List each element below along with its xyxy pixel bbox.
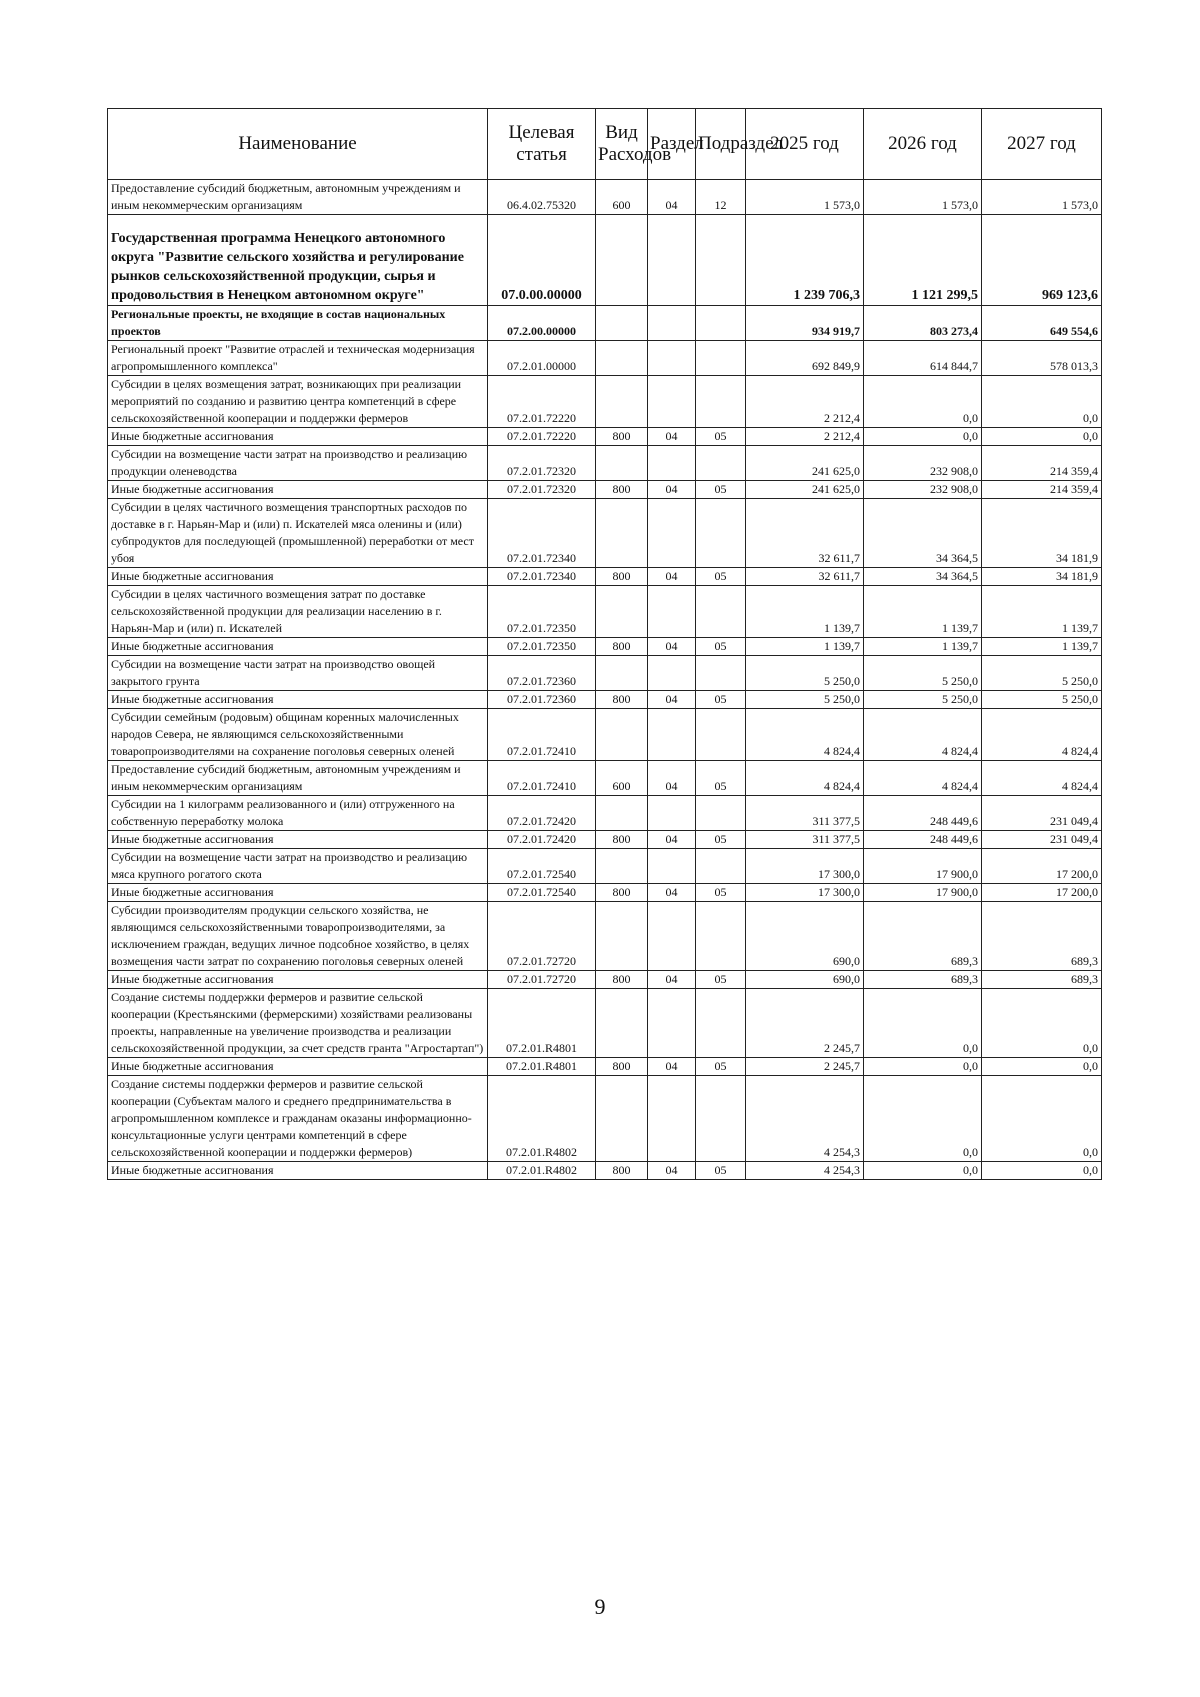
cell-name: Субсидии в целях возмещения затрат, возникающих при реализации мероприятий по созданию и развитию центра компетенций в сфере сельскохозяйственной кооперации и поддержки фермеров [108, 376, 488, 428]
cell-y2026: 689,3 [864, 971, 982, 989]
cell-target: 07.2.01.72220 [488, 376, 596, 428]
cell-y2027: 0,0 [982, 1076, 1102, 1162]
cell-target: 07.2.01.72420 [488, 796, 596, 831]
table-body [108, 180, 1102, 1180]
cell-type: 800 [596, 884, 648, 902]
cell-y2027: 1 139,7 [982, 638, 1102, 656]
cell-section [648, 796, 696, 831]
header-name: Наименование [108, 109, 488, 180]
cell-y2025: 2 212,4 [746, 376, 864, 428]
cell-y2026: 0,0 [864, 376, 982, 428]
cell-type: 800 [596, 481, 648, 499]
cell-subsection [696, 586, 746, 638]
cell-y2027: 1 573,0 [982, 180, 1102, 215]
cell-name: Субсидии на 1 килограмм реализованного и (или) отгруженного на собственную переработку молока [108, 796, 488, 831]
cell-y2027: 0,0 [982, 1162, 1102, 1180]
cell-y2025: 1 239 706,3 [746, 215, 864, 306]
cell-target: 07.2.01.72340 [488, 568, 596, 586]
cell-section: 04 [648, 971, 696, 989]
cell-y2026: 1 139,7 [864, 586, 982, 638]
cell-section [648, 376, 696, 428]
cell-name: Иные бюджетные ассигнования [108, 638, 488, 656]
cell-y2026: 803 273,4 [864, 306, 982, 341]
table-row [108, 1058, 1102, 1076]
cell-y2026: 1 139,7 [864, 638, 982, 656]
table-row [108, 849, 1102, 884]
cell-type: 800 [596, 428, 648, 446]
cell-section: 04 [648, 1162, 696, 1180]
cell-target: 07.2.01.72410 [488, 709, 596, 761]
cell-y2027: 4 824,4 [982, 709, 1102, 761]
cell-y2027: 0,0 [982, 428, 1102, 446]
cell-target: 07.2.01.72320 [488, 481, 596, 499]
cell-subsection: 05 [696, 428, 746, 446]
cell-y2027: 214 359,4 [982, 446, 1102, 481]
cell-y2027: 5 250,0 [982, 691, 1102, 709]
cell-type: 800 [596, 691, 648, 709]
page-number: 9 [594, 1594, 606, 1619]
cell-type [596, 796, 648, 831]
cell-y2027: 689,3 [982, 902, 1102, 971]
cell-y2025: 1 139,7 [746, 586, 864, 638]
cell-y2025: 311 377,5 [746, 796, 864, 831]
cell-target: 07.2.01.72360 [488, 691, 596, 709]
budget-table [107, 108, 1102, 1180]
cell-name: Иные бюджетные ассигнования [108, 428, 488, 446]
cell-target: 07.2.01.R4802 [488, 1076, 596, 1162]
table-row [108, 341, 1102, 376]
cell-name: Государственная программа Ненецкого автономного округа "Развитие сельского хозяйства и регулирование рынков сельскохозяйственной продукции, сырья и продовольствия в Ненецком автономном округе" [108, 215, 488, 306]
cell-y2026: 0,0 [864, 1162, 982, 1180]
cell-y2025: 934 919,7 [746, 306, 864, 341]
cell-y2027: 231 049,4 [982, 831, 1102, 849]
cell-section: 04 [648, 831, 696, 849]
table-row [108, 1162, 1102, 1180]
cell-y2027: 578 013,3 [982, 341, 1102, 376]
cell-target: 07.2.01.72410 [488, 761, 596, 796]
cell-y2026: 248 449,6 [864, 831, 982, 849]
cell-section [648, 215, 696, 306]
cell-y2026: 5 250,0 [864, 691, 982, 709]
cell-y2026: 0,0 [864, 1076, 982, 1162]
table-header-row [108, 109, 1102, 180]
cell-y2027: 34 181,9 [982, 499, 1102, 568]
cell-target: 07.2.01.72220 [488, 428, 596, 446]
cell-y2026: 0,0 [864, 428, 982, 446]
cell-y2025: 241 625,0 [746, 446, 864, 481]
cell-y2025: 1 139,7 [746, 638, 864, 656]
cell-y2025: 311 377,5 [746, 831, 864, 849]
cell-subsection [696, 849, 746, 884]
table-row [108, 446, 1102, 481]
cell-type [596, 902, 648, 971]
header-2026: 2026 год [864, 109, 982, 180]
cell-subsection: 05 [696, 481, 746, 499]
cell-section [648, 709, 696, 761]
cell-subsection: 05 [696, 638, 746, 656]
cell-subsection [696, 376, 746, 428]
cell-y2027: 0,0 [982, 376, 1102, 428]
cell-subsection: 05 [696, 568, 746, 586]
cell-y2025: 4 824,4 [746, 761, 864, 796]
cell-y2026: 1 121 299,5 [864, 215, 982, 306]
cell-name: Субсидии в целях частичного возмещения затрат по доставке сельскохозяйственной продукции для реализации населению в г. Нарьян-Мар и (или) п. Искателей [108, 586, 488, 638]
table-row [108, 568, 1102, 586]
cell-section: 04 [648, 568, 696, 586]
header-target: Целевая статья [488, 109, 596, 180]
cell-target: 07.2.01.72720 [488, 902, 596, 971]
header-2025: 2025 год [746, 109, 864, 180]
cell-section [648, 586, 696, 638]
cell-target: 07.2.01.72350 [488, 586, 596, 638]
cell-name: Предоставление субсидий бюджетным, автономным учреждениям и иным некоммерческим организациям [108, 180, 488, 215]
cell-type [596, 215, 648, 306]
cell-target: 07.2.01.72540 [488, 849, 596, 884]
cell-y2026: 17 900,0 [864, 884, 982, 902]
cell-name: Иные бюджетные ассигнования [108, 884, 488, 902]
table-row [108, 971, 1102, 989]
cell-name: Иные бюджетные ассигнования [108, 971, 488, 989]
cell-type [596, 586, 648, 638]
cell-section: 04 [648, 180, 696, 215]
cell-y2025: 241 625,0 [746, 481, 864, 499]
cell-subsection: 05 [696, 761, 746, 796]
cell-section: 04 [648, 761, 696, 796]
cell-y2026: 4 824,4 [864, 761, 982, 796]
table-row [108, 306, 1102, 341]
cell-section [648, 656, 696, 691]
cell-type [596, 341, 648, 376]
cell-section: 04 [648, 1058, 696, 1076]
cell-y2025: 32 611,7 [746, 499, 864, 568]
cell-type: 800 [596, 568, 648, 586]
header-subsection: Подраздел [696, 109, 746, 180]
table-row [108, 428, 1102, 446]
cell-section [648, 341, 696, 376]
header-section: Раздел [648, 109, 696, 180]
cell-type [596, 849, 648, 884]
cell-name: Иные бюджетные ассигнования [108, 568, 488, 586]
cell-target: 07.2.01.72320 [488, 446, 596, 481]
cell-section: 04 [648, 428, 696, 446]
cell-name: Создание системы поддержки фермеров и развитие сельской кооперации (Субъектам малого и среднего предпринимательства в агропромышленном комплексе и гражданам оказаны информационно-консультационные услуги центрами компетенций в сфере сельскохозяйственной кооперации и поддержки фермеров) [108, 1076, 488, 1162]
cell-target: 07.2.01.72340 [488, 499, 596, 568]
table-row [108, 902, 1102, 971]
cell-y2025: 17 300,0 [746, 884, 864, 902]
cell-name: Региональные проекты, не входящие в состав национальных проектов [108, 306, 488, 341]
cell-type [596, 499, 648, 568]
cell-name: Иные бюджетные ассигнования [108, 1162, 488, 1180]
cell-y2026: 34 364,5 [864, 499, 982, 568]
cell-subsection: 05 [696, 831, 746, 849]
table-row [108, 180, 1102, 215]
cell-y2025: 2 212,4 [746, 428, 864, 446]
cell-section: 04 [648, 481, 696, 499]
cell-target: 07.0.00.00000 [488, 215, 596, 306]
cell-type [596, 446, 648, 481]
cell-y2025: 5 250,0 [746, 691, 864, 709]
cell-name: Иные бюджетные ассигнования [108, 831, 488, 849]
table-row [108, 831, 1102, 849]
cell-section [648, 306, 696, 341]
cell-y2027: 34 181,9 [982, 568, 1102, 586]
cell-name: Субсидии в целях частичного возмещения транспортных расходов по доставке в г. Нарьян-Мар и (или) п. Искателей мяса оленины и (или) субпродуктов для последующей (промышленной) переработки от мест убоя [108, 499, 488, 568]
cell-y2025: 690,0 [746, 902, 864, 971]
cell-y2026: 232 908,0 [864, 446, 982, 481]
table-row [108, 481, 1102, 499]
table-row [108, 656, 1102, 691]
cell-target: 07.2.00.00000 [488, 306, 596, 341]
cell-subsection [696, 341, 746, 376]
cell-name: Субсидии семейным (родовым) общинам коренных малочисленных народов Севера, не являющимся сельскохозяйственными товаропроизводителями на сохранение поголовья северных оленей [108, 709, 488, 761]
cell-name: Субсидии производителям продукции сельского хозяйства, не являющимся сельскохозяйственными товаропроизводителями, за исключением граждан, ведущих личное подсобное хозяйство, в целях возмещения части затрат по сохранению поголовья северных оленей [108, 902, 488, 971]
cell-y2026: 232 908,0 [864, 481, 982, 499]
table-row [108, 1076, 1102, 1162]
cell-type: 800 [596, 1058, 648, 1076]
table-row [108, 499, 1102, 568]
table-row [108, 709, 1102, 761]
cell-y2026: 17 900,0 [864, 849, 982, 884]
cell-type [596, 306, 648, 341]
cell-subsection [696, 709, 746, 761]
cell-section: 04 [648, 691, 696, 709]
cell-y2027: 17 200,0 [982, 849, 1102, 884]
cell-name: Иные бюджетные ассигнования [108, 691, 488, 709]
cell-y2025: 1 573,0 [746, 180, 864, 215]
cell-y2027: 4 824,4 [982, 761, 1102, 796]
table-row [108, 215, 1102, 306]
cell-subsection [696, 796, 746, 831]
cell-type: 600 [596, 761, 648, 796]
cell-subsection: 05 [696, 1162, 746, 1180]
header-2027: 2027 год [982, 109, 1102, 180]
cell-type [596, 376, 648, 428]
cell-type: 800 [596, 1162, 648, 1180]
cell-type [596, 709, 648, 761]
cell-target: 07.2.01.72420 [488, 831, 596, 849]
cell-section [648, 446, 696, 481]
cell-name: Предоставление субсидий бюджетным, автономным учреждениям и иным некоммерческим организациям [108, 761, 488, 796]
cell-name: Региональный проект "Развитие отраслей и техническая модернизация агропромышленного комплекса" [108, 341, 488, 376]
cell-y2026: 689,3 [864, 902, 982, 971]
cell-y2025: 2 245,7 [746, 1058, 864, 1076]
cell-y2027: 689,3 [982, 971, 1102, 989]
table-row [108, 638, 1102, 656]
cell-subsection [696, 446, 746, 481]
cell-section [648, 902, 696, 971]
cell-subsection [696, 306, 746, 341]
cell-y2025: 5 250,0 [746, 656, 864, 691]
cell-subsection: 05 [696, 1058, 746, 1076]
cell-section [648, 989, 696, 1058]
cell-y2025: 32 611,7 [746, 568, 864, 586]
cell-section [648, 1076, 696, 1162]
cell-y2025: 4 254,3 [746, 1162, 864, 1180]
cell-name: Субсидии на возмещение части затрат на производство и реализацию мяса крупного рогатого скота [108, 849, 488, 884]
cell-y2027: 969 123,6 [982, 215, 1102, 306]
table-row [108, 989, 1102, 1058]
table-row [108, 761, 1102, 796]
table-row [108, 691, 1102, 709]
cell-y2025: 690,0 [746, 971, 864, 989]
cell-type: 800 [596, 971, 648, 989]
cell-type [596, 989, 648, 1058]
cell-type: 800 [596, 638, 648, 656]
cell-subsection: 05 [696, 691, 746, 709]
cell-y2026: 5 250,0 [864, 656, 982, 691]
table-row [108, 586, 1102, 638]
cell-y2025: 4 254,3 [746, 1076, 864, 1162]
cell-type [596, 656, 648, 691]
cell-section [648, 499, 696, 568]
cell-y2027: 1 139,7 [982, 586, 1102, 638]
table-row [108, 884, 1102, 902]
cell-subsection [696, 215, 746, 306]
cell-name: Субсидии на возмещение части затрат на производство овощей закрытого грунта [108, 656, 488, 691]
cell-type [596, 1076, 648, 1162]
cell-section: 04 [648, 638, 696, 656]
cell-y2025: 4 824,4 [746, 709, 864, 761]
cell-target: 07.2.01.72720 [488, 971, 596, 989]
cell-name: Иные бюджетные ассигнования [108, 1058, 488, 1076]
cell-subsection [696, 902, 746, 971]
cell-y2026: 0,0 [864, 1058, 982, 1076]
cell-y2027: 0,0 [982, 1058, 1102, 1076]
cell-y2027: 5 250,0 [982, 656, 1102, 691]
cell-subsection: 05 [696, 884, 746, 902]
cell-subsection [696, 1076, 746, 1162]
cell-y2026: 0,0 [864, 989, 982, 1058]
cell-y2026: 614 844,7 [864, 341, 982, 376]
table-row [108, 796, 1102, 831]
cell-type: 800 [596, 831, 648, 849]
cell-y2025: 17 300,0 [746, 849, 864, 884]
cell-subsection [696, 989, 746, 1058]
cell-target: 07.2.01.72540 [488, 884, 596, 902]
cell-y2026: 34 364,5 [864, 568, 982, 586]
cell-type: 600 [596, 180, 648, 215]
cell-name: Создание системы поддержки фермеров и развитие сельской кооперации (Крестьянскими (фермерскими) хозяйствами реализованы проекты, направленные на увеличение производства и реализации сельскохозяйственной продукции, за счет средств гранта "Агростартап") [108, 989, 488, 1058]
cell-target: 07.2.01.72360 [488, 656, 596, 691]
cell-y2027: 214 359,4 [982, 481, 1102, 499]
cell-target: 07.2.01.00000 [488, 341, 596, 376]
table-row [108, 376, 1102, 428]
cell-y2026: 1 573,0 [864, 180, 982, 215]
cell-y2026: 248 449,6 [864, 796, 982, 831]
cell-subsection [696, 656, 746, 691]
cell-y2027: 649 554,6 [982, 306, 1102, 341]
cell-section [648, 849, 696, 884]
cell-target: 06.4.02.75320 [488, 180, 596, 215]
cell-y2026: 4 824,4 [864, 709, 982, 761]
cell-y2025: 692 849,9 [746, 341, 864, 376]
cell-subsection [696, 499, 746, 568]
cell-name: Субсидии на возмещение части затрат на производство и реализацию продукции оленеводства [108, 446, 488, 481]
cell-section: 04 [648, 884, 696, 902]
cell-subsection: 12 [696, 180, 746, 215]
cell-y2027: 231 049,4 [982, 796, 1102, 831]
cell-subsection: 05 [696, 971, 746, 989]
cell-target: 07.2.01.R4802 [488, 1162, 596, 1180]
header-type: Вид Расходов [596, 109, 648, 180]
cell-y2027: 0,0 [982, 989, 1102, 1058]
cell-target: 07.2.01.72350 [488, 638, 596, 656]
cell-name: Иные бюджетные ассигнования [108, 481, 488, 499]
cell-target: 07.2.01.R4801 [488, 989, 596, 1058]
cell-y2027: 17 200,0 [982, 884, 1102, 902]
cell-target: 07.2.01.R4801 [488, 1058, 596, 1076]
cell-y2025: 2 245,7 [746, 989, 864, 1058]
